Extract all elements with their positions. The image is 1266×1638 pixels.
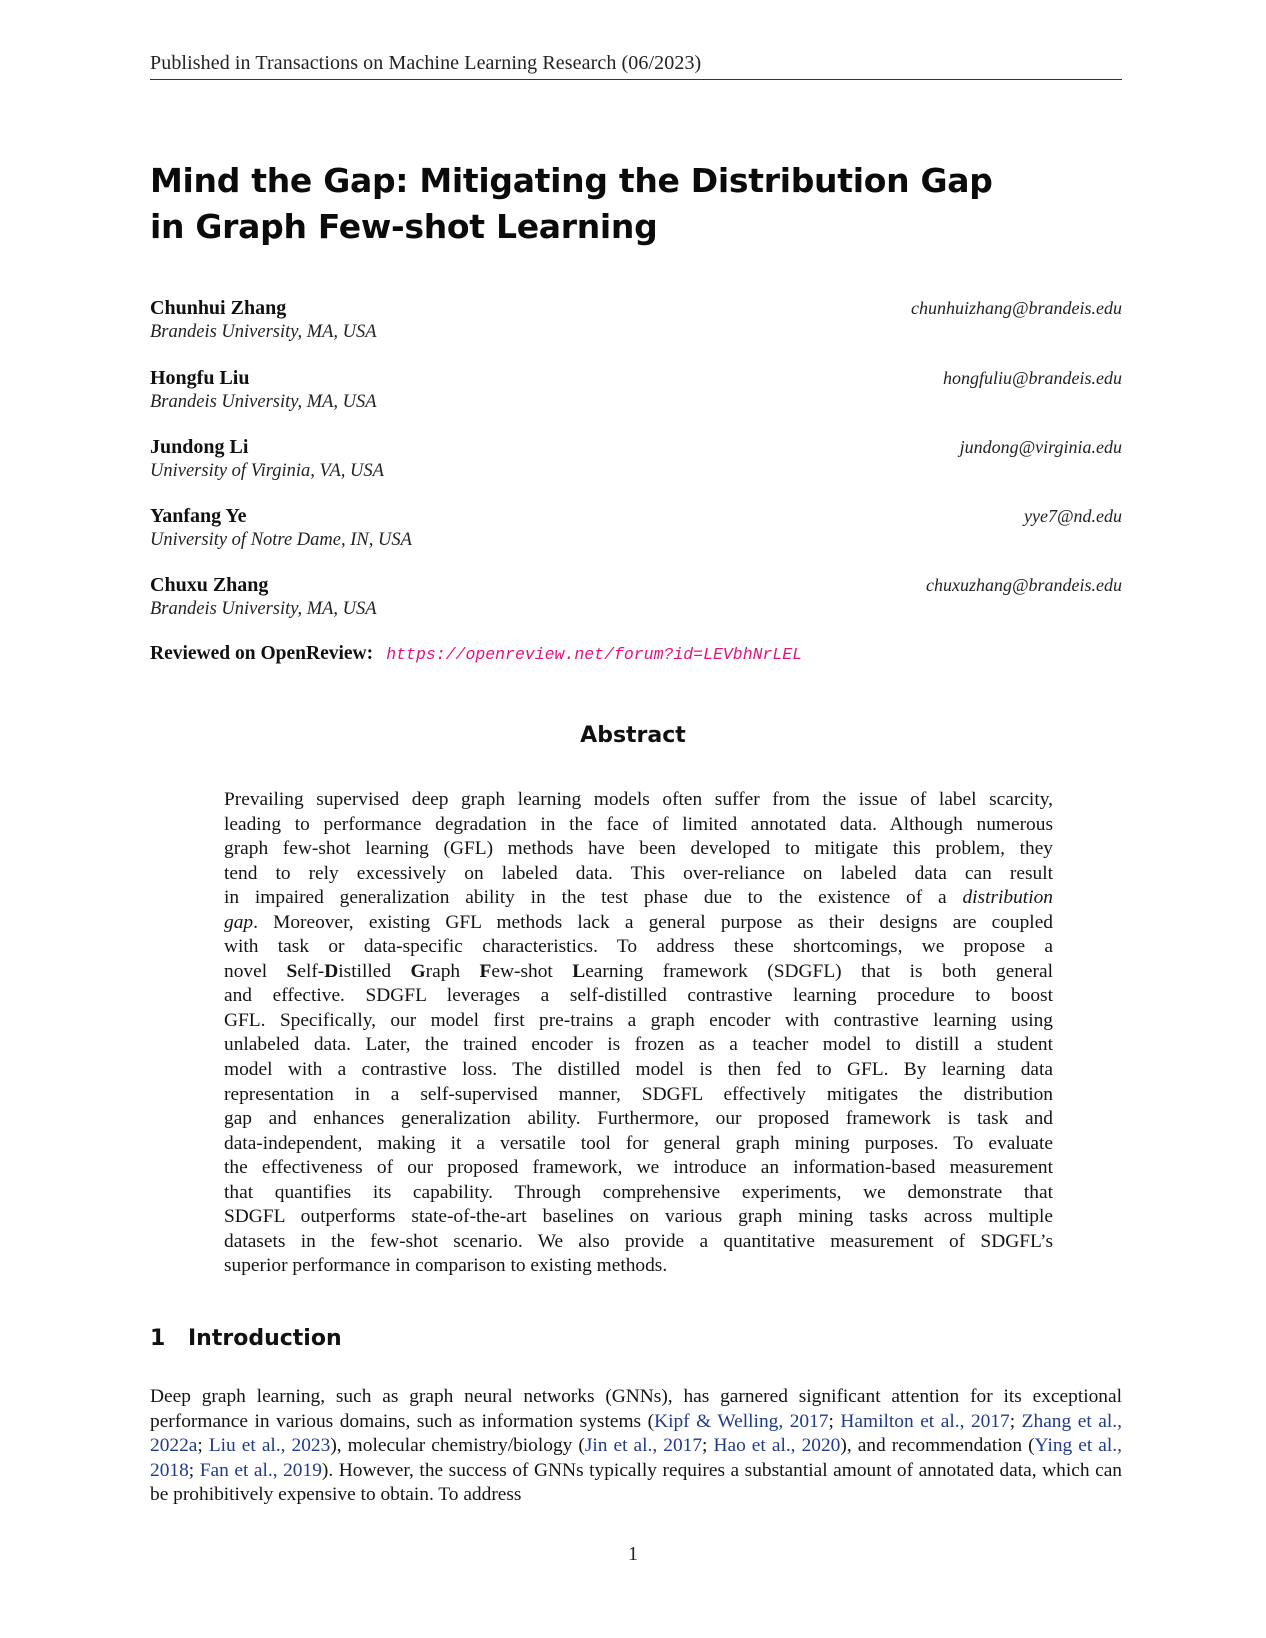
openreview-link[interactable]: https://openreview.net/forum?id=LEVbhNrLEL	[386, 645, 803, 664]
page-number: 1	[628, 1543, 638, 1565]
intro-text: ;	[1009, 1410, 1022, 1432]
section-title: Introduction	[188, 1326, 342, 1351]
abstract-line: model with a contrastive loss. The distilled model is then fed to GFL. By learning data	[224, 1059, 1053, 1081]
citation-link[interactable]: Jin et al., 2017	[584, 1435, 703, 1457]
abstract-line: leading to performance degradation in the face of limited annotated data. Although numerous	[224, 813, 1053, 835]
author-email[interactable]: yye7@nd.edu	[1023, 506, 1122, 526]
emphasis-gap: gap	[224, 911, 254, 933]
abstract-text: in impaired generalization ability in the test phase due to the existence of a	[224, 887, 947, 909]
author-affiliation: Brandeis University, MA, USA	[150, 599, 377, 619]
emphasis-distribution: distribution	[962, 887, 1053, 909]
running-head: Published in Transactions on Machine Learning Research (06/2023)	[150, 52, 702, 74]
author-name: Chunhui Zhang	[150, 297, 287, 319]
abstract-line: unlabeled data. Later, the trained encoder is frozen as a teacher model to distill a student	[224, 1034, 1053, 1056]
acronym-rest: ew-shot	[491, 960, 573, 982]
citation-link[interactable]: Ying et al., 2018	[150, 1435, 1122, 1481]
abstract-line: datasets in the few-shot scenario. We also provide a quantitative measurement of SDGFL’s	[224, 1230, 1053, 1252]
author-email[interactable]: chuxuzhang@brandeis.edu	[925, 575, 1122, 595]
abstract-line: graph few-shot learning (GFL) methods have been developed to mitigate this problem, they	[224, 838, 1053, 860]
intro-text: ;	[702, 1435, 714, 1457]
citation-link[interactable]: Hamilton et al., 2017	[840, 1410, 1010, 1432]
abstract-body	[224, 788, 1053, 1279]
openreview-line	[150, 643, 802, 665]
abstract-line: tend to rely excessively on labeled data. This over-reliance on labeled data can result	[224, 862, 1053, 884]
abstract-line	[224, 960, 1053, 985]
abstract-line: representation in a self-supervised manner, SDGFL effectively mitigates the distribution	[224, 1083, 1053, 1105]
acronym-letter: F	[479, 960, 492, 982]
intro-text: ), molecular chemistry/biology (	[330, 1435, 585, 1457]
acronym-letter: G	[410, 960, 426, 982]
abstract-line: SDGFL outperforms state-of-the-art baselines on various graph mining tasks across multiple	[224, 1206, 1053, 1228]
title-line-2: in Graph Few-shot Learning	[150, 207, 658, 246]
abstract-line: and effective. SDGFL leverages a self-distilled contrastive learning procedure to boost	[224, 985, 1053, 1007]
abstract-line: data-independent, making it a versatile tool for general graph mining purposes. To evaluate	[224, 1132, 1053, 1154]
acronym-rest: elf-	[297, 960, 325, 982]
openreview-label: Reviewed on OpenReview:	[150, 643, 374, 664]
intro-text: ), and recommendation (	[840, 1435, 1035, 1457]
intro-text: ). However, the success of GNNs typically requires a substantial amount of annotated data, which can be prohibitively expensive to obtain. To address	[150, 1459, 1123, 1506]
intro-text: ;	[197, 1435, 209, 1457]
citation-link[interactable]: Fan et al., 2019	[199, 1459, 322, 1481]
abstract-text: framework (SDGFL) that is both general	[643, 960, 1053, 982]
author-name: Hongfu Liu	[150, 367, 250, 389]
author-block	[150, 435, 1122, 483]
author-block	[150, 504, 1122, 552]
abstract-line: that quantifies its capability. Through comprehensive experiments, we demonstrate that	[224, 1181, 1053, 1203]
acronym-letter: D	[324, 960, 339, 982]
abstract-line: GFL. Specifically, our model first pre-trains a graph encoder with contrastive learning using	[224, 1009, 1053, 1031]
intro-text: ;	[828, 1410, 841, 1432]
acronym-letter: S	[286, 960, 298, 982]
abstract-line	[224, 886, 1053, 911]
abstract-line	[224, 911, 1053, 936]
author-block	[150, 573, 1122, 621]
intro-text: Deep graph learning, such as graph neural networks (GNNs), has garnered significant attention for its exceptional performance in various domains, such as information systems (	[150, 1386, 1122, 1432]
author-affiliation: Brandeis University, MA, USA	[150, 322, 377, 342]
title-line-1: Mind the Gap: Mitigating the Distribution Gap	[150, 161, 993, 200]
citation-link[interactable]: Liu et al., 2023	[208, 1435, 331, 1457]
abstract-text: . Moreover, existing GFL methods lack a general purpose as their designs are coupled	[253, 911, 1053, 933]
introduction-paragraph	[150, 1385, 1122, 1508]
acronym-rest: istilled	[338, 960, 411, 982]
intro-text: ;	[188, 1459, 200, 1481]
acronym-rest: earning	[585, 960, 644, 982]
author-affiliation: University of Notre Dame, IN, USA	[150, 530, 412, 550]
section-number: 1	[150, 1326, 166, 1351]
header-rule	[150, 79, 1122, 80]
acronym-letter: L	[572, 960, 586, 982]
author-email[interactable]: jundong@virginia.edu	[959, 437, 1122, 457]
abstract-heading: Abstract	[580, 723, 686, 748]
author-name: Jundong Li	[150, 436, 249, 458]
abstract-line: the effectiveness of our proposed framework, we introduce an information-based measurement	[224, 1157, 1053, 1179]
abstract-line: superior performance in comparison to existing methods.	[224, 1255, 668, 1277]
author-affiliation: University of Virginia, VA, USA	[150, 461, 384, 481]
author-email[interactable]: hongfuliu@brandeis.edu	[942, 368, 1122, 388]
citation-link[interactable]: Kipf & Welling, 2017	[654, 1410, 829, 1432]
citation-link[interactable]: Hao et al., 2020	[713, 1435, 841, 1457]
abstract-line: Prevailing supervised deep graph learning models often suffer from the issue of label scarcity,	[224, 789, 1053, 810]
acronym-rest: raph	[425, 960, 480, 982]
section-heading-introduction	[150, 1326, 342, 1351]
abstract-line: with task or data-specific characteristics. To address these shortcomings, we propose a	[224, 936, 1053, 958]
author-name: Yanfang Ye	[150, 505, 247, 527]
author-name: Chuxu Zhang	[150, 574, 269, 596]
abstract-line: gap and enhances generalization ability. Furthermore, our proposed framework is task and	[224, 1108, 1053, 1130]
abstract-text: novel	[224, 960, 287, 982]
author-block	[150, 366, 1122, 414]
author-email[interactable]: chunhuizhang@brandeis.edu	[910, 298, 1122, 318]
author-affiliation: Brandeis University, MA, USA	[150, 392, 377, 412]
author-block	[150, 296, 1122, 344]
paper-title	[150, 158, 1130, 250]
citation-link[interactable]: Zhang et al., 2022a	[150, 1410, 1122, 1457]
